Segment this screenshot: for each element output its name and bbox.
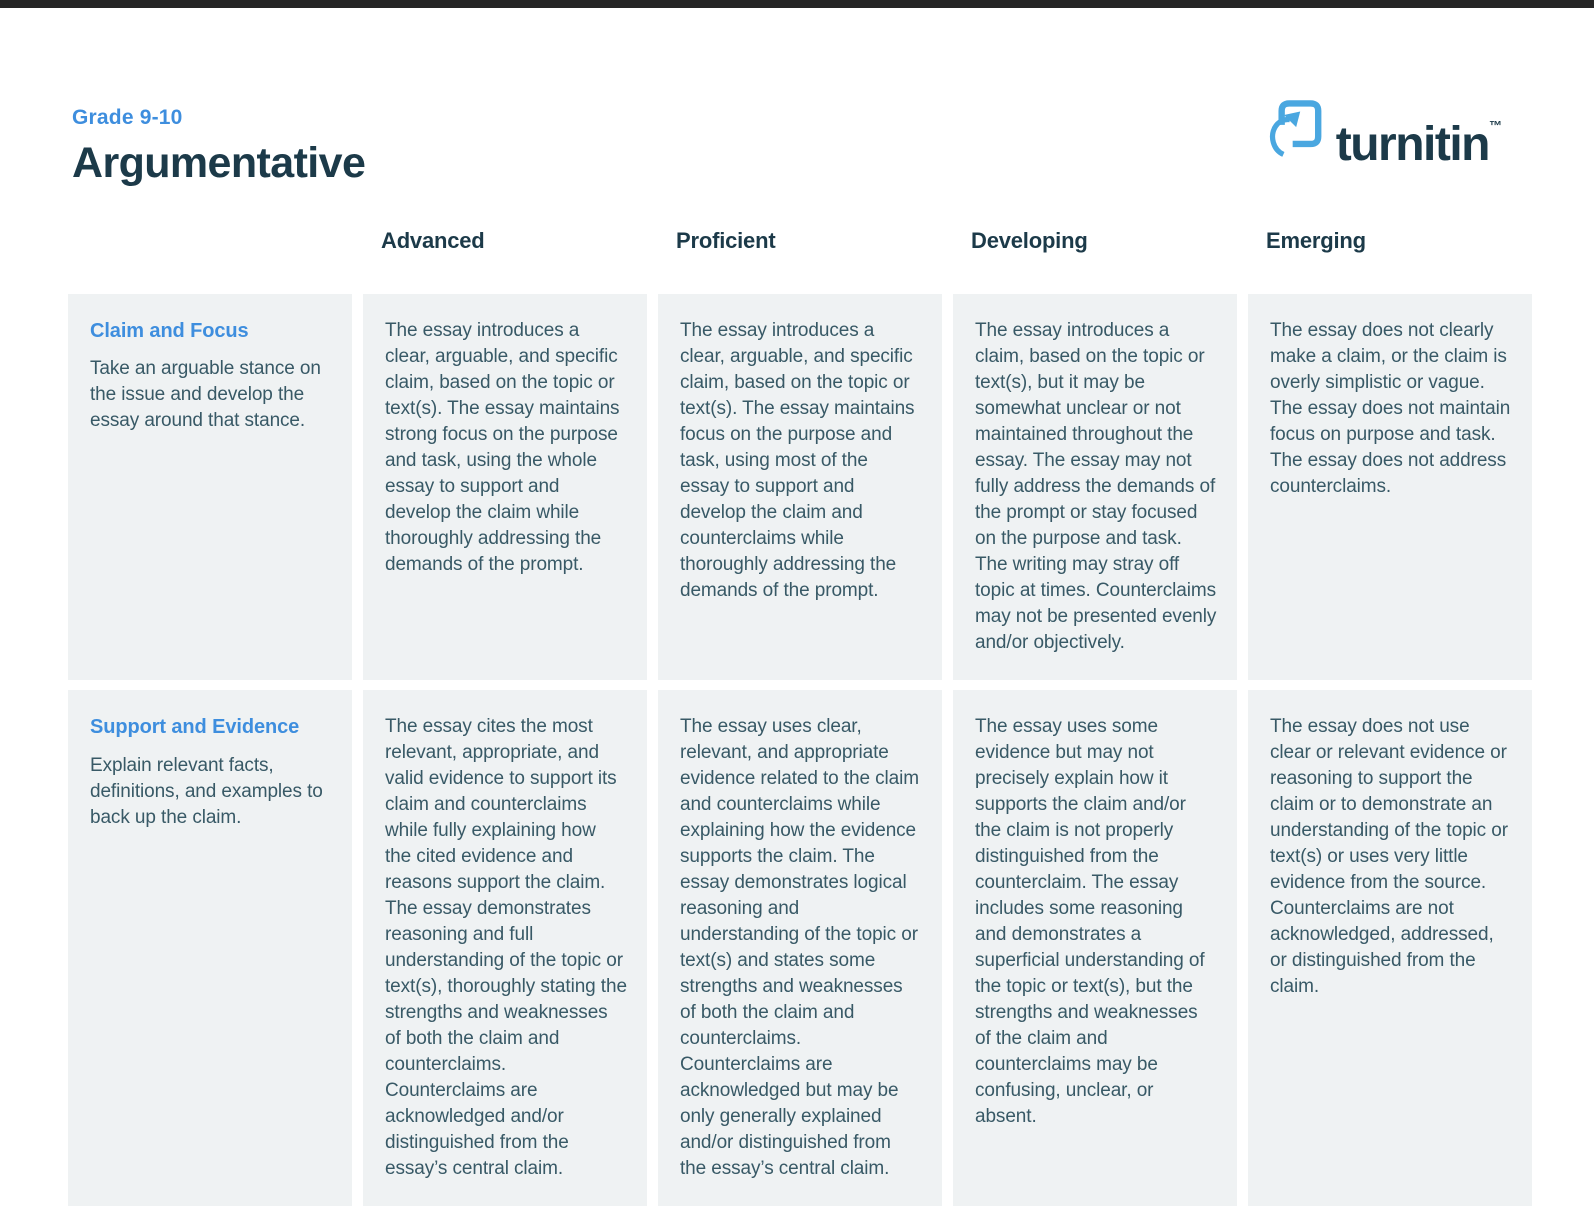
- rubric-table: [68, 228, 1532, 1206]
- grade-label: Grade 9-10: [72, 106, 183, 129]
- column-header-emerging: Emerging: [1266, 228, 1366, 253]
- cell-claim-and-focus-proficient: The essay introduces a clear, arguable, and specific claim, based on the topic or text(s). The essay maintains focus on the purpose and task, using most of the essay to support and develop the claim and counterclaims while thoroughly addressing the demands of the prompt.: [658, 294, 942, 680]
- criterion-cell-claim-and-focus: [68, 294, 352, 680]
- column-header-advanced: Advanced: [381, 228, 485, 253]
- rubric-column-headers: [68, 228, 1532, 254]
- rubric-row-claim-and-focus: [68, 294, 1532, 680]
- turnitin-wordmark: [1336, 94, 1502, 177]
- page-header: [72, 106, 1502, 188]
- page-title: Argumentative: [72, 139, 366, 187]
- column-header-developing: Developing: [971, 228, 1088, 253]
- criterion-cell-support-and-evidence: [68, 690, 352, 1206]
- cell-claim-and-focus-advanced: The essay introduces a clear, arguable, and specific claim, based on the topic or text(s). The essay maintains strong focus on the purpose and task, using the whole essay to support and develop the claim while thoroughly addressing the demands of the prompt.: [363, 294, 647, 680]
- top-border-bar: [0, 0, 1594, 8]
- turnitin-logo-icon: [1266, 94, 1324, 158]
- cell-support-and-evidence-advanced: The essay cites the most relevant, appropriate, and valid evidence to support its claim and counterclaims while fully explaining how the cited evidence and reasons support the claim. The essay demonstrates reasoning and full understanding of the topic or text(s), thoroughly stating the strengths and weaknesses of both the claim and counterclaims. Counterclaims are acknowledged and/or distinguished from the essay’s central claim.: [363, 690, 647, 1206]
- rubric-row-support-and-evidence: [68, 690, 1532, 1206]
- turnitin-logo: [1266, 94, 1502, 177]
- criterion-title: Support and Evidence: [90, 716, 300, 739]
- column-header-spacer: [68, 228, 352, 254]
- criterion-title: Claim and Focus: [90, 320, 249, 342]
- criterion-description: Explain relevant facts, definitions, and examples to back up the claim.: [90, 754, 323, 828]
- cell-support-and-evidence-developing: The essay uses some evidence but may not precisely explain how it supports the claim and/or the claim is not properly distinguished from the counterclaim. The essay includes some reasoning and demonstrates a superficial understanding of the topic or text(s), but the strengths and weaknesses of the claim and counterclaims may be confusing, unclear, or absent.: [953, 690, 1237, 1206]
- criterion-description: Take an arguable stance on the issue and develop the essay around that stance.: [90, 358, 321, 432]
- cell-support-and-evidence-emerging: The essay does not use clear or relevant evidence or reasoning to support the claim or to demonstrate an understanding of the topic or text(s) or uses very little evidence from the source. Counterclaims are not acknowledged, addressed, or distinguished from the claim.: [1248, 690, 1532, 1206]
- title-block: [72, 106, 365, 188]
- column-header-proficient: Proficient: [676, 228, 776, 253]
- turnitin-wordmark-text: turnitin: [1335, 118, 1489, 171]
- cell-claim-and-focus-developing: The essay introduces a claim, based on the topic or text(s), but it may be somewhat unclear or not maintained throughout the essay. The essay may not fully address the demands of the prompt or stay focused on the purpose and task. The writing may stray off topic at times. Counterclaims may not be presented evenly and/or objectively.: [953, 294, 1237, 680]
- cell-claim-and-focus-emerging: The essay does not clearly make a claim, or the claim is overly simplistic or vague. The essay does not maintain focus on purpose and task. The essay does not address counterclaims.: [1248, 294, 1532, 680]
- trademark-symbol: ™: [1489, 118, 1502, 133]
- cell-support-and-evidence-proficient: The essay uses clear, relevant, and appropriate evidence related to the claim and counterclaims while explaining how the evidence supports the claim. The essay demonstrates logical reasoning and understanding of the topic or text(s) and states some strengths and weaknesses of both the claim and counterclaims. Counterclaims are acknowledged but may be only generally explained and/or distinguished from the essay’s central claim.: [658, 690, 942, 1206]
